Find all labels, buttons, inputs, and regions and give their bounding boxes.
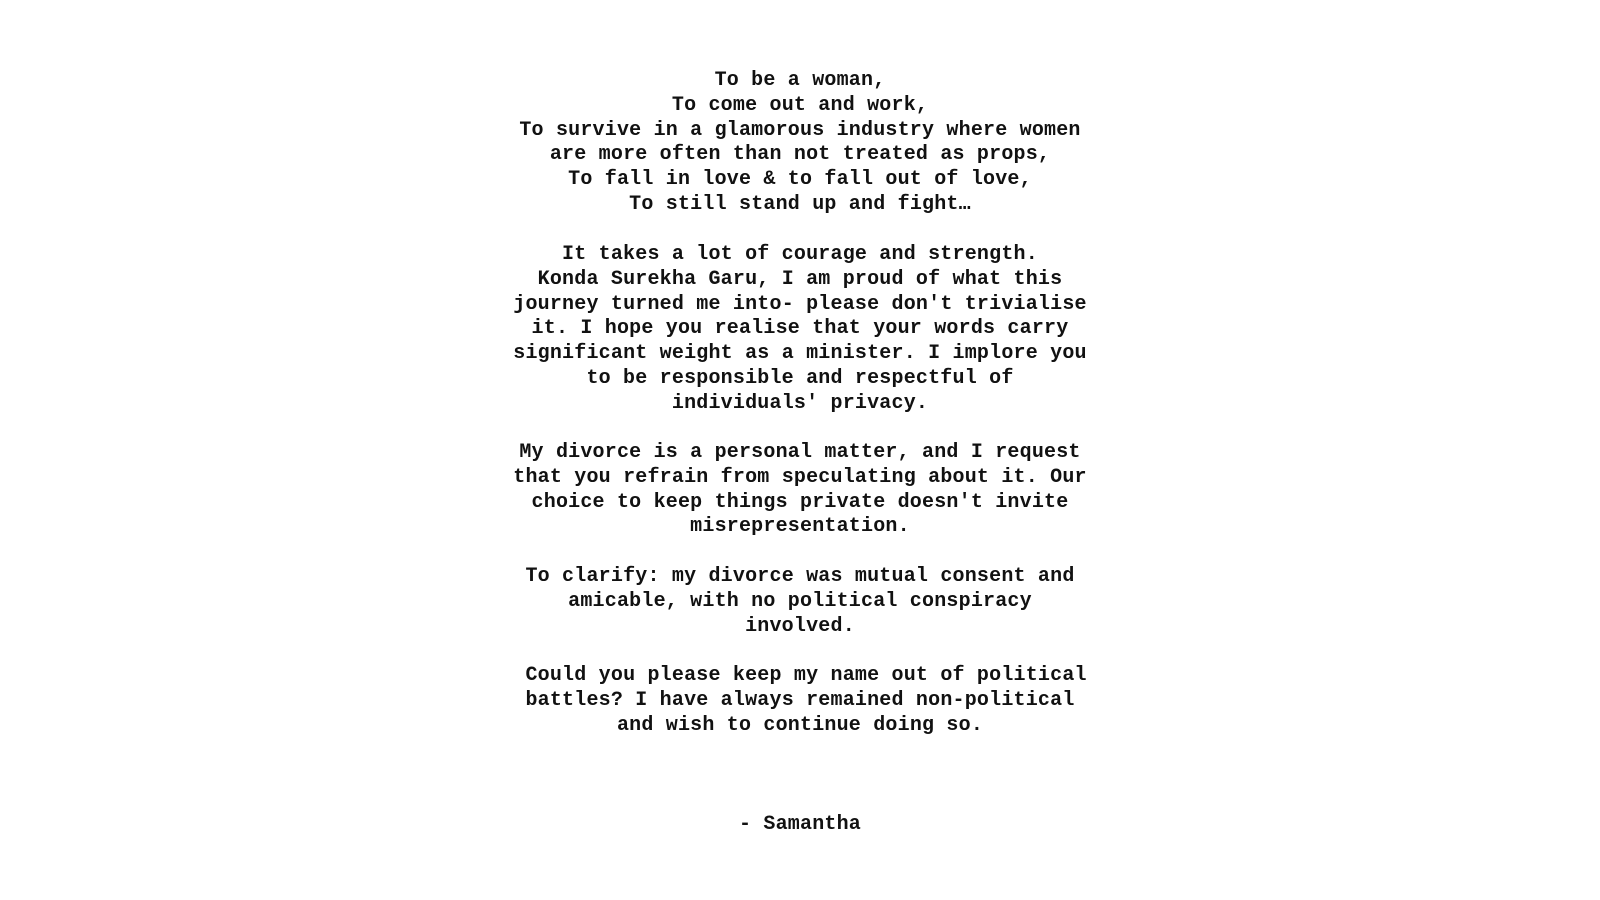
statement-line: misrepresentation. bbox=[690, 515, 910, 539]
stanza-clarification bbox=[0, 565, 1600, 639]
statement-line: My divorce is a personal matter, and I request bbox=[519, 441, 1081, 464]
statement-line: that you refrain from speculating about it. Our bbox=[513, 465, 1087, 489]
statement-line: journey turned me into- please don't trivialise bbox=[513, 292, 1087, 316]
statement-line: To still stand up and fight… bbox=[629, 192, 971, 216]
statement-line: To clarify: my divorce was mutual consent and bbox=[525, 565, 1075, 588]
signature bbox=[0, 813, 1600, 838]
stanza-courage bbox=[0, 243, 1600, 417]
statement-line: to be responsible and respectful of bbox=[586, 366, 1014, 390]
stanza-divorce bbox=[0, 441, 1600, 540]
statement-line: Could you please keep my name out of political bbox=[513, 664, 1087, 687]
statement-line: To fall in love & to fall out of love, bbox=[568, 168, 1032, 192]
signature-text: - Samantha bbox=[738, 813, 862, 836]
statement-line: choice to keep things private doesn't invite bbox=[531, 490, 1069, 514]
statement-line: are more often than not treated as props, bbox=[549, 143, 1051, 167]
stanza-opening bbox=[0, 69, 1600, 218]
statement-line: individuals' privacy. bbox=[671, 391, 929, 415]
statement-line: amicable, with no political conspiracy bbox=[568, 589, 1032, 613]
statement-line: To come out and work, bbox=[671, 93, 929, 117]
statement-line: To survive in a glamorous industry where women bbox=[519, 118, 1081, 142]
statement-line: significant weight as a minister. I implore you bbox=[513, 342, 1087, 366]
statement-line: involved. bbox=[745, 614, 855, 638]
statement-line: and wish to continue doing so. bbox=[616, 713, 984, 737]
statement-line: To be a woman, bbox=[714, 69, 886, 92]
statement-line: Konda Surekha Garu, I am proud of what this bbox=[537, 267, 1063, 291]
statement-line: battles? I have always remained non-political bbox=[525, 688, 1075, 712]
statement-line: It takes a lot of courage and strength. bbox=[562, 243, 1038, 266]
statement-line: it. I hope you realise that your words carry bbox=[531, 317, 1069, 341]
stanza-request bbox=[0, 664, 1600, 738]
